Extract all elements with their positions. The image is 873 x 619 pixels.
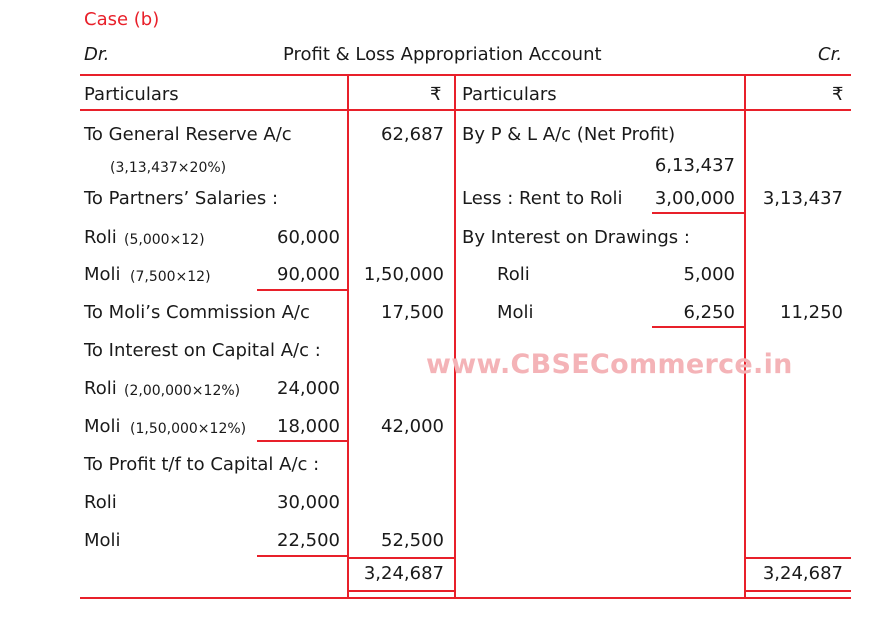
debit-total-double-rule xyxy=(347,590,454,592)
profit-roli-name: Roli xyxy=(84,492,117,513)
column-divider-center xyxy=(454,74,456,598)
profit-underline xyxy=(257,555,347,557)
salary-roli-name: Roli xyxy=(84,227,117,248)
case-label: Case (b) xyxy=(84,9,160,30)
column-divider-debit-amount xyxy=(347,74,349,598)
drawings-roli-name: Roli xyxy=(497,264,530,285)
salary-roli-calc: (5,000×12) xyxy=(124,232,205,248)
interest-capital-total: 42,000 xyxy=(381,416,444,437)
interest-capital-label: To Interest on Capital A/c : xyxy=(84,340,321,361)
profit-roli-amount: 30,000 xyxy=(277,492,340,513)
drawings-moli-name: Moli xyxy=(497,302,534,323)
salary-moli-name: Moli xyxy=(84,264,121,285)
dr-label: Dr. xyxy=(84,44,110,65)
interest-roli-calc: (2,00,000×12%) xyxy=(124,383,241,399)
salaries-total: 1,50,000 xyxy=(363,264,444,285)
less-rent-amount: 3,00,000 xyxy=(654,188,735,209)
debit-rupee-header: ₹ xyxy=(430,84,442,105)
commission-label: To Moli’s Commission A/c xyxy=(84,302,310,323)
cr-label: Cr. xyxy=(818,44,843,65)
net-profit-amount: 6,13,437 xyxy=(654,155,735,176)
interest-roli-amount: 24,000 xyxy=(277,378,340,399)
profit-moli-amount: 22,500 xyxy=(277,530,340,551)
interest-drawings-label: By Interest on Drawings : xyxy=(462,227,690,248)
credit-total-top-rule xyxy=(744,557,851,559)
page-title: Profit & Loss Appropriation Account xyxy=(283,44,602,65)
salary-moli-calc: (7,500×12) xyxy=(130,269,211,285)
commission-amount: 17,500 xyxy=(381,302,444,323)
rent-underline xyxy=(652,212,744,214)
interest-drawings-total: 11,250 xyxy=(780,302,843,323)
table-bottom-rule xyxy=(80,597,851,599)
salaries-label: To Partners’ Salaries : xyxy=(84,188,279,209)
debit-grand-total: 3,24,687 xyxy=(363,563,444,584)
debit-particulars-header: Particulars xyxy=(84,84,179,105)
profit-moli-name: Moli xyxy=(84,530,121,551)
net-profit-label: By P & L A/c (Net Profit) xyxy=(462,124,676,145)
credit-total-double-rule xyxy=(744,590,851,592)
salary-underline xyxy=(257,289,347,291)
watermark: www.CBSECommerce.in xyxy=(426,349,793,380)
salary-moli-amount: 90,000 xyxy=(277,264,340,285)
less-rent-label: Less : Rent to Roli xyxy=(462,188,623,209)
credit-particulars-header: Particulars xyxy=(462,84,557,105)
debit-total-top-rule xyxy=(347,557,454,559)
table-top-rule xyxy=(80,74,851,76)
interest-moli-calc: (1,50,000×12%) xyxy=(130,421,247,437)
profit-tf-total: 52,500 xyxy=(381,530,444,551)
general-reserve-calc: (3,13,437×20%) xyxy=(110,160,227,176)
drawings-moli-amount: 6,250 xyxy=(683,302,735,323)
interest-underline xyxy=(257,440,347,442)
net-after-rent: 3,13,437 xyxy=(762,188,843,209)
general-reserve-label: To General Reserve A/c xyxy=(84,124,292,145)
credit-grand-total: 3,24,687 xyxy=(762,563,843,584)
drawings-roli-amount: 5,000 xyxy=(683,264,735,285)
drawings-underline xyxy=(652,326,744,328)
credit-rupee-header: ₹ xyxy=(832,84,844,105)
salary-roli-amount: 60,000 xyxy=(277,227,340,248)
column-divider-credit-amount xyxy=(744,74,746,598)
interest-roli-name: Roli xyxy=(84,378,117,399)
interest-moli-amount: 18,000 xyxy=(277,416,340,437)
general-reserve-amount: 62,687 xyxy=(381,124,444,145)
header-bottom-rule xyxy=(80,109,851,111)
profit-tf-label: To Profit t/f to Capital A/c : xyxy=(84,454,320,475)
interest-moli-name: Moli xyxy=(84,416,121,437)
